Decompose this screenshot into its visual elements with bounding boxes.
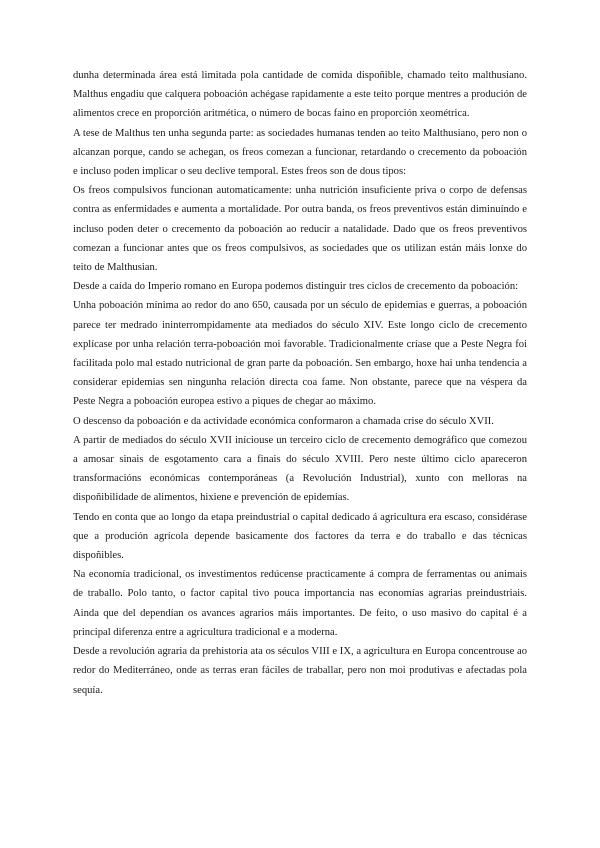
paragraph-5: Unha poboación mínima ao redor do ano 650, causada por un século de epidemias e guerras, a poboación parece ter medrado ininterrompidamente ata mediados do século XIV. Este longo ciclo de crecemento explícase por unha relación terra-poboación moi favorable. Tradicionalmente críase que a Peste Negra foi facilitada polo mal estado nutricional de gran parte da poboación. Sen embargo, hoxe hai unha tendencia a considerar epidemias sen ningunha relación directa coa fame. Non obstante, parece que na véspera da Peste Negra a poboación europea estivo a piques de chegar ao máximo.: [73, 300, 527, 408]
paragraph-7: A partir de mediados do século XVII iníciouse un terceiro ciclo de crecemento demográfico que comezou a amosar sinais de esgotamento cara a finais do século XVIII. Pero neste último ciclo apareceron transformacións económicas contemporáneas (a Revolución Industrial), xunto con melloras na dispoñibilidade de alimentos, hixiene e prevención de epidemias.: [73, 434, 527, 504]
paragraph-10: Desde a revolución agraria da prehistoria ata os séculos VIII e IX, a agricultura en Europa concentrouse ao redor do Mediterráneo, onde as terras eran fáciles de traballar, pero non moi produtivas e afectadas pola sequía.: [73, 646, 527, 696]
document-body: [73, 66, 527, 700]
paragraph-8: Tendo en conta que ao longo da etapa preindustrial o capital dedicado á agricultura era escaso, considérase que a produción agrícola depende basicamente dos factores da terra e do traballo e das técnicas dispoñibles.: [73, 511, 527, 562]
paragraph-3: Os freos compulsivos funcionan automaticamente: unha nutrición insuficiente priva o corpo de defensas contra as enfermidades e aumenta a mortalidade. Por outra banda, os freos preventivos están diminuíndo e incluso poden deter o crecemento da poboación ao reducir a natalidade. Dado que os freos preventivos comezan a funcionar antes que os freos compulsivos, as sociedades que os utilizan están máis lonxe do teito de Malthusian.: [73, 185, 527, 274]
paragraph-9: Na economía tradicional, os investimentos redúcense practicamente á compra de ferramentas ou animais de traballo. Polo tanto, o factor capital tivo pouca importancia nas economías agrarias preindustriais. Ainda que del dependían os avances agrarios máis importantes. De feito, o uso masivo do capital é a principal diferenza entre a agricultura tradicional e a moderna.: [73, 569, 527, 638]
paragraph-2: A tese de Malthus ten unha segunda parte: as sociedades humanas tenden ao teito Malthusiano, pero non o alcanzan porque, cando se achegan, os freos comezan a funcionar, retardando o crecemento da poboación e incluso poden implicar o seu declive temporal. Estes freos son de dous tipos:: [73, 127, 527, 178]
paragraph-1: dunha determinada área está limitada pola cantidade de comida dispoñible, chamado teito malthusiano. Malthus engadiu que calquera poboación achégase rapidamente a este teito porque mentres a produción de alimentos crece en proporción aritmética, o número de bocas faino en proporción xeométrica.: [73, 70, 527, 120]
paragraph-4: Desde a caída do Imperio romano en Europa podemos distinguir tres ciclos de crecemento da poboación:: [73, 281, 519, 293]
paragraph-6: O descenso da poboación e da actividade económica conformaron a chamada crise do século XVII.: [73, 415, 494, 427]
